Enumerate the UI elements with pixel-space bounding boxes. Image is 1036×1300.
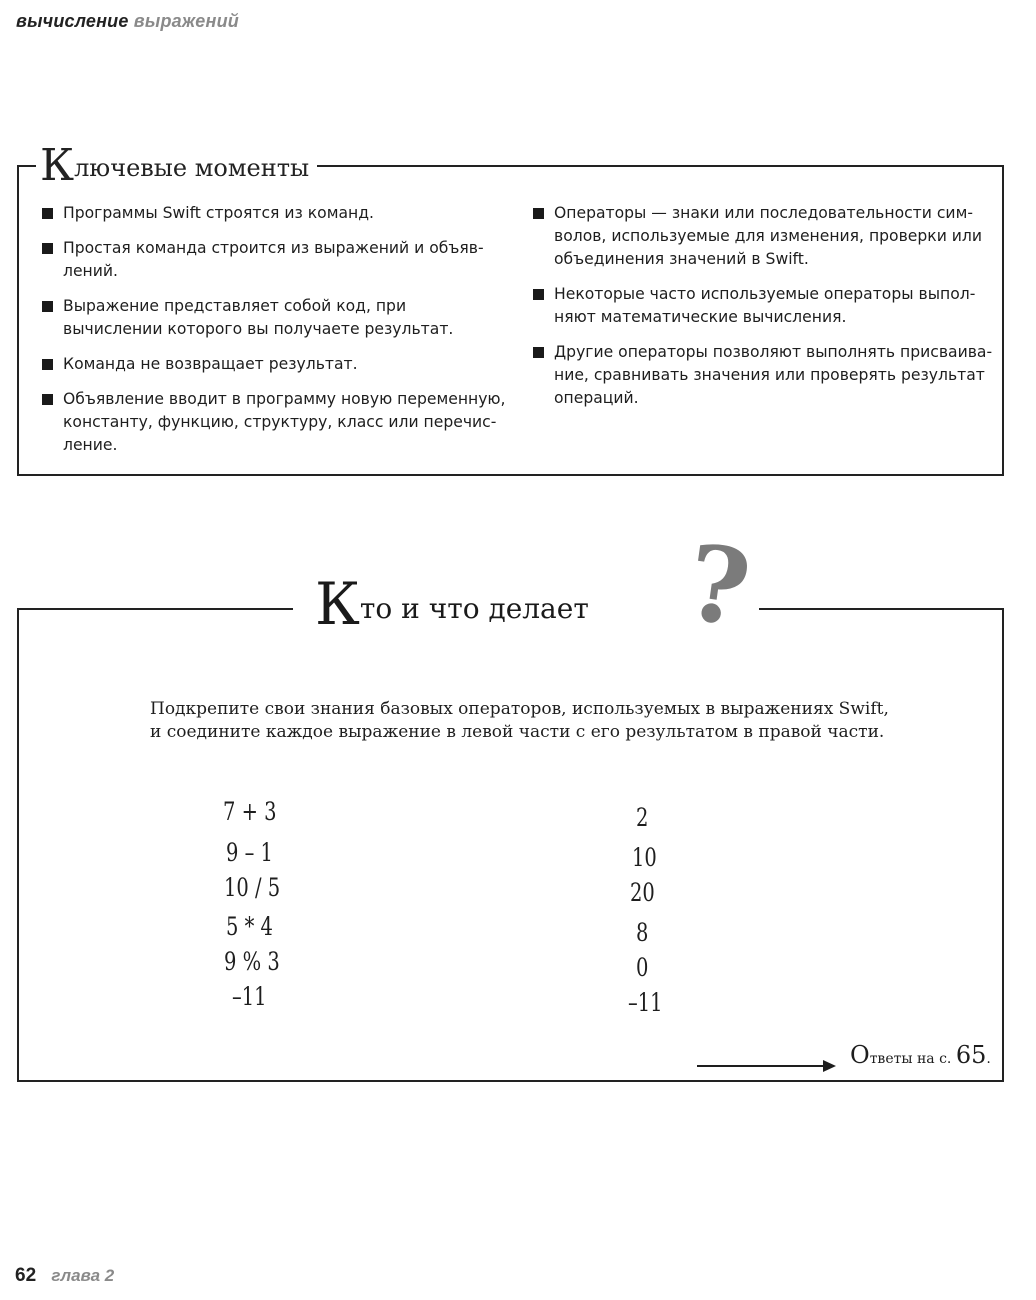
key-points-left-list	[42, 202, 508, 469]
who-does-what-title	[293, 520, 759, 651]
key-point-item	[42, 353, 508, 376]
expression-item: 9 – 1	[226, 838, 273, 867]
bullet-square-icon	[42, 208, 53, 219]
key-point-item	[42, 388, 508, 457]
key-point-item	[533, 341, 1001, 410]
page-footer	[15, 1265, 114, 1287]
key-point-text: Простая команда строится из выражений и объяв-лений.	[63, 239, 484, 280]
exercise-instructions	[150, 698, 1000, 744]
key-point-text: Выражение представляет собой код, при вычислении которого вы получаете результат.	[63, 297, 454, 338]
page-number: 62	[15, 1265, 37, 1286]
who-does-what-title-rest: то и что делает	[359, 592, 589, 625]
key-point-item	[42, 295, 508, 341]
result-item: 20	[630, 878, 655, 907]
arrow-right-icon	[697, 1059, 837, 1073]
question-mark-icon: ?	[679, 520, 758, 651]
answers-cap: О	[850, 1041, 870, 1069]
key-points-right-list	[533, 202, 1001, 422]
bullet-square-icon	[42, 243, 53, 254]
key-point-text: Объявление вводит в программу новую переменную, константу, функцию, структуру, класс или перечис-ление.	[63, 390, 506, 454]
bullet-square-icon	[533, 289, 544, 300]
key-points-title	[36, 133, 317, 197]
bullet-square-icon	[533, 208, 544, 219]
answers-end: .	[986, 1051, 991, 1067]
result-item: –11	[628, 988, 663, 1017]
answers-page: 65	[955, 1041, 987, 1069]
key-points-title-rest: лючевые моменты	[74, 154, 310, 182]
key-point-item	[42, 237, 508, 283]
answers-label: тветы на с.	[869, 1051, 956, 1067]
key-point-item	[533, 283, 1001, 329]
who-does-what-title-text	[315, 568, 589, 639]
key-point-item	[533, 202, 1001, 271]
instructions-line-2: и соедините каждое выражение в левой части с его результатом в правой части.	[150, 722, 885, 742]
answers-reference	[850, 1040, 991, 1074]
key-point-text: Некоторые часто используемые операторы выпол-няют математические вычисления.	[554, 285, 976, 326]
expression-item: –11	[232, 982, 267, 1011]
bullet-square-icon	[533, 347, 544, 358]
chapter-label: глава 2	[51, 1266, 115, 1285]
key-points-title-cap: К	[40, 140, 75, 191]
result-item: 0	[636, 953, 649, 982]
result-item: 8	[636, 918, 649, 947]
expression-item: 10 / 5	[224, 873, 281, 902]
bullet-square-icon	[42, 359, 53, 370]
key-point-text: Команда не возвращает результат.	[63, 355, 358, 373]
expression-item: 5 * 4	[226, 912, 273, 941]
key-point-text: Другие операторы позволяют выполнять присваива-ние, сравнивать значения или проверять результат операций.	[554, 343, 993, 407]
key-point-text: Программы Swift строятся из команд.	[63, 204, 374, 222]
expression-item: 7 + 3	[223, 797, 277, 826]
running-header	[16, 11, 239, 32]
bullet-square-icon	[42, 394, 53, 405]
expression-item: 9 % 3	[224, 947, 280, 976]
result-item: 10	[632, 843, 657, 872]
who-does-what-box	[17, 608, 1004, 1082]
running-header-sub: выражений	[133, 11, 239, 31]
bullet-square-icon	[42, 301, 53, 312]
key-point-item	[42, 202, 508, 225]
instructions-line-1: Подкрепите свои знания базовых операторов, используемых в выражениях Swift,	[150, 699, 889, 719]
who-does-what-title-cap: К	[315, 570, 360, 638]
result-item: 2	[636, 803, 649, 832]
running-header-main: вычисление	[16, 11, 129, 31]
key-point-text: Операторы — знаки или последовательности сим-волов, используемые для изменения, проверки или объединения значений в Swift.	[554, 204, 983, 268]
